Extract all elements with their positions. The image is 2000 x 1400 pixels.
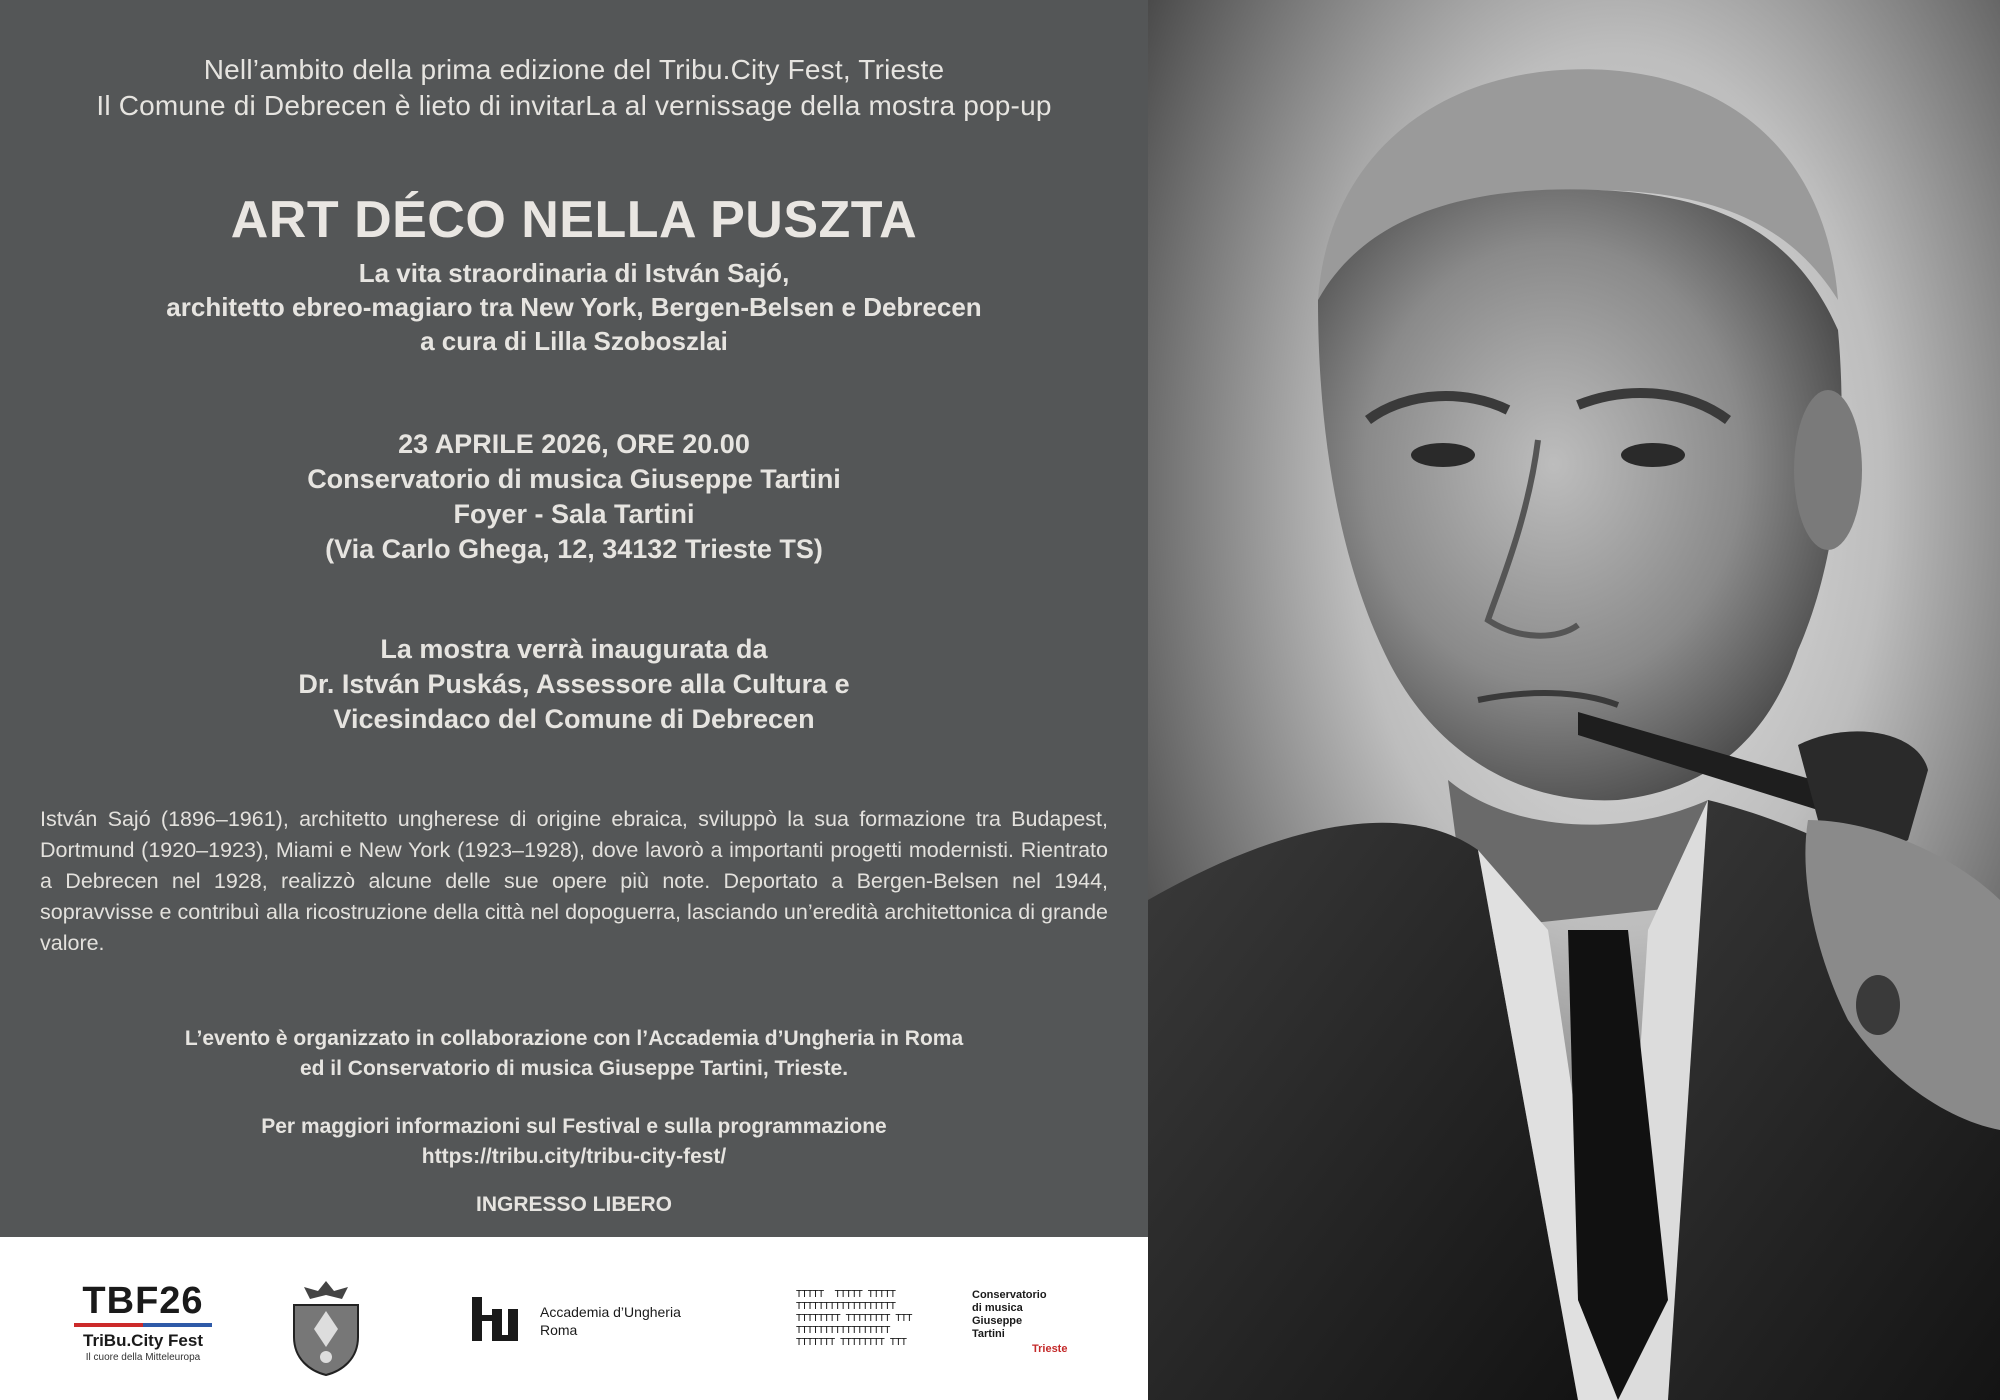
accademia-text (540, 1303, 681, 1339)
tbf-stripe (74, 1323, 212, 1327)
portrait-photo (1148, 0, 2000, 1400)
tbf26-logo (68, 1281, 218, 1365)
collaboration-text (0, 1024, 1148, 1084)
accademia-city: Roma (540, 1322, 578, 1338)
subtitle-line-1: La vita straordinaria di István Sajó, (358, 258, 790, 288)
free-entry-label: INGRESSO LIBERO (475, 1193, 673, 1216)
accademia-name: Accademia d’Ungheria (540, 1304, 681, 1320)
collaboration-line-1: L’evento è organizzato in collaborazione con l’Accademia d’Ungheria in Roma (184, 1027, 964, 1050)
inauguration-line-1: La mostra verrà inaugurata da (380, 634, 768, 664)
festival-link[interactable]: https://tribu.city/tribu-city-fest/ (421, 1145, 727, 1168)
debrecen-crest-icon (278, 1277, 374, 1377)
event-date: 23 APRILE 2026, ORE 20.00 (398, 429, 750, 459)
event-room: Foyer - Sala Tartini (453, 499, 695, 529)
intro-line-2: Il Comune di Debrecen è lieto di invitarLa al vernissage della mostra pop-up (96, 90, 1052, 121)
more-info-text: Per maggiori informazioni sul Festival e sulla programmazione (261, 1115, 887, 1138)
intro-text (0, 52, 1148, 124)
partner-logos (0, 1237, 1148, 1400)
collaboration-line-2: ed il Conservatorio di musica Giuseppe Tartini, Trieste. (299, 1057, 849, 1080)
conservatorio-city: Trieste (1032, 1343, 1068, 1355)
event-venue: Conservatorio di musica Giuseppe Tartini (307, 464, 841, 494)
conservatorio-text (972, 1289, 1047, 1341)
conservatorio-pattern-icon: TTTTT TTTTT TTTTT TTTTTTTTTTTTTTTTTT TTTTTTTT TTTTTTTT TTT TTTTTTTTTTTTTTTTT TTTTTTT TTTTTTTT TTT (796, 1289, 912, 1348)
exhibition-subtitle (0, 256, 1148, 358)
event-address: (Via Carlo Ghega, 12, 34132 Trieste TS) (325, 534, 823, 564)
inauguration-text (0, 632, 1148, 737)
conservatorio-line-1: Conservatorio (972, 1289, 1047, 1301)
inauguration-line-2: Dr. István Puskás, Assessore alla Cultura e (298, 669, 850, 699)
exhibition-title: ART DÉCO NELLA PUSZTA (230, 191, 918, 249)
event-details (0, 427, 1148, 567)
subtitle-line-3: a cura di Lilla Szoboszlai (420, 326, 728, 356)
more-info (0, 1112, 1148, 1172)
biography-paragraph: István Sajó (1896–1961), architetto ungherese di origine ebraica, sviluppò la sua formazione tra Budapest, Dortmund (1920–1923), Miami e New York (1923–1928), dove lavorò a importanti progetti modernisti. Rientrato a Debrecen nel 1928, realizzò alcune delle sue opere più note. Deportato a Bergen-Belsen nel 1944, sopravvisse e contribuì alla ricostruzione della città nel dopoguerra, lasciando un’eredità architettonica di grande valore. (40, 807, 1108, 955)
inauguration-line-3: Vicesindaco del Comune di Debrecen (333, 704, 815, 734)
conservatorio-line-4: Tartini (972, 1328, 1005, 1340)
tbf-name: TriBu.City Fest (83, 1331, 203, 1350)
accademia-logo-icon (470, 1295, 524, 1343)
tbf-tagline: Il cuore della Mitteleuropa (85, 1352, 201, 1363)
conservatorio-line-3: Giuseppe (972, 1315, 1023, 1327)
subtitle-line-2: architetto ebreo-magiaro tra New York, Bergen-Belsen e Debrecen (166, 292, 982, 322)
conservatorio-line-2: di musica (972, 1302, 1023, 1314)
tbf-code: TBF26 (82, 1280, 204, 1322)
intro-line-1: Nell’ambito della prima edizione del Tribu.City Fest, Trieste (203, 54, 945, 85)
